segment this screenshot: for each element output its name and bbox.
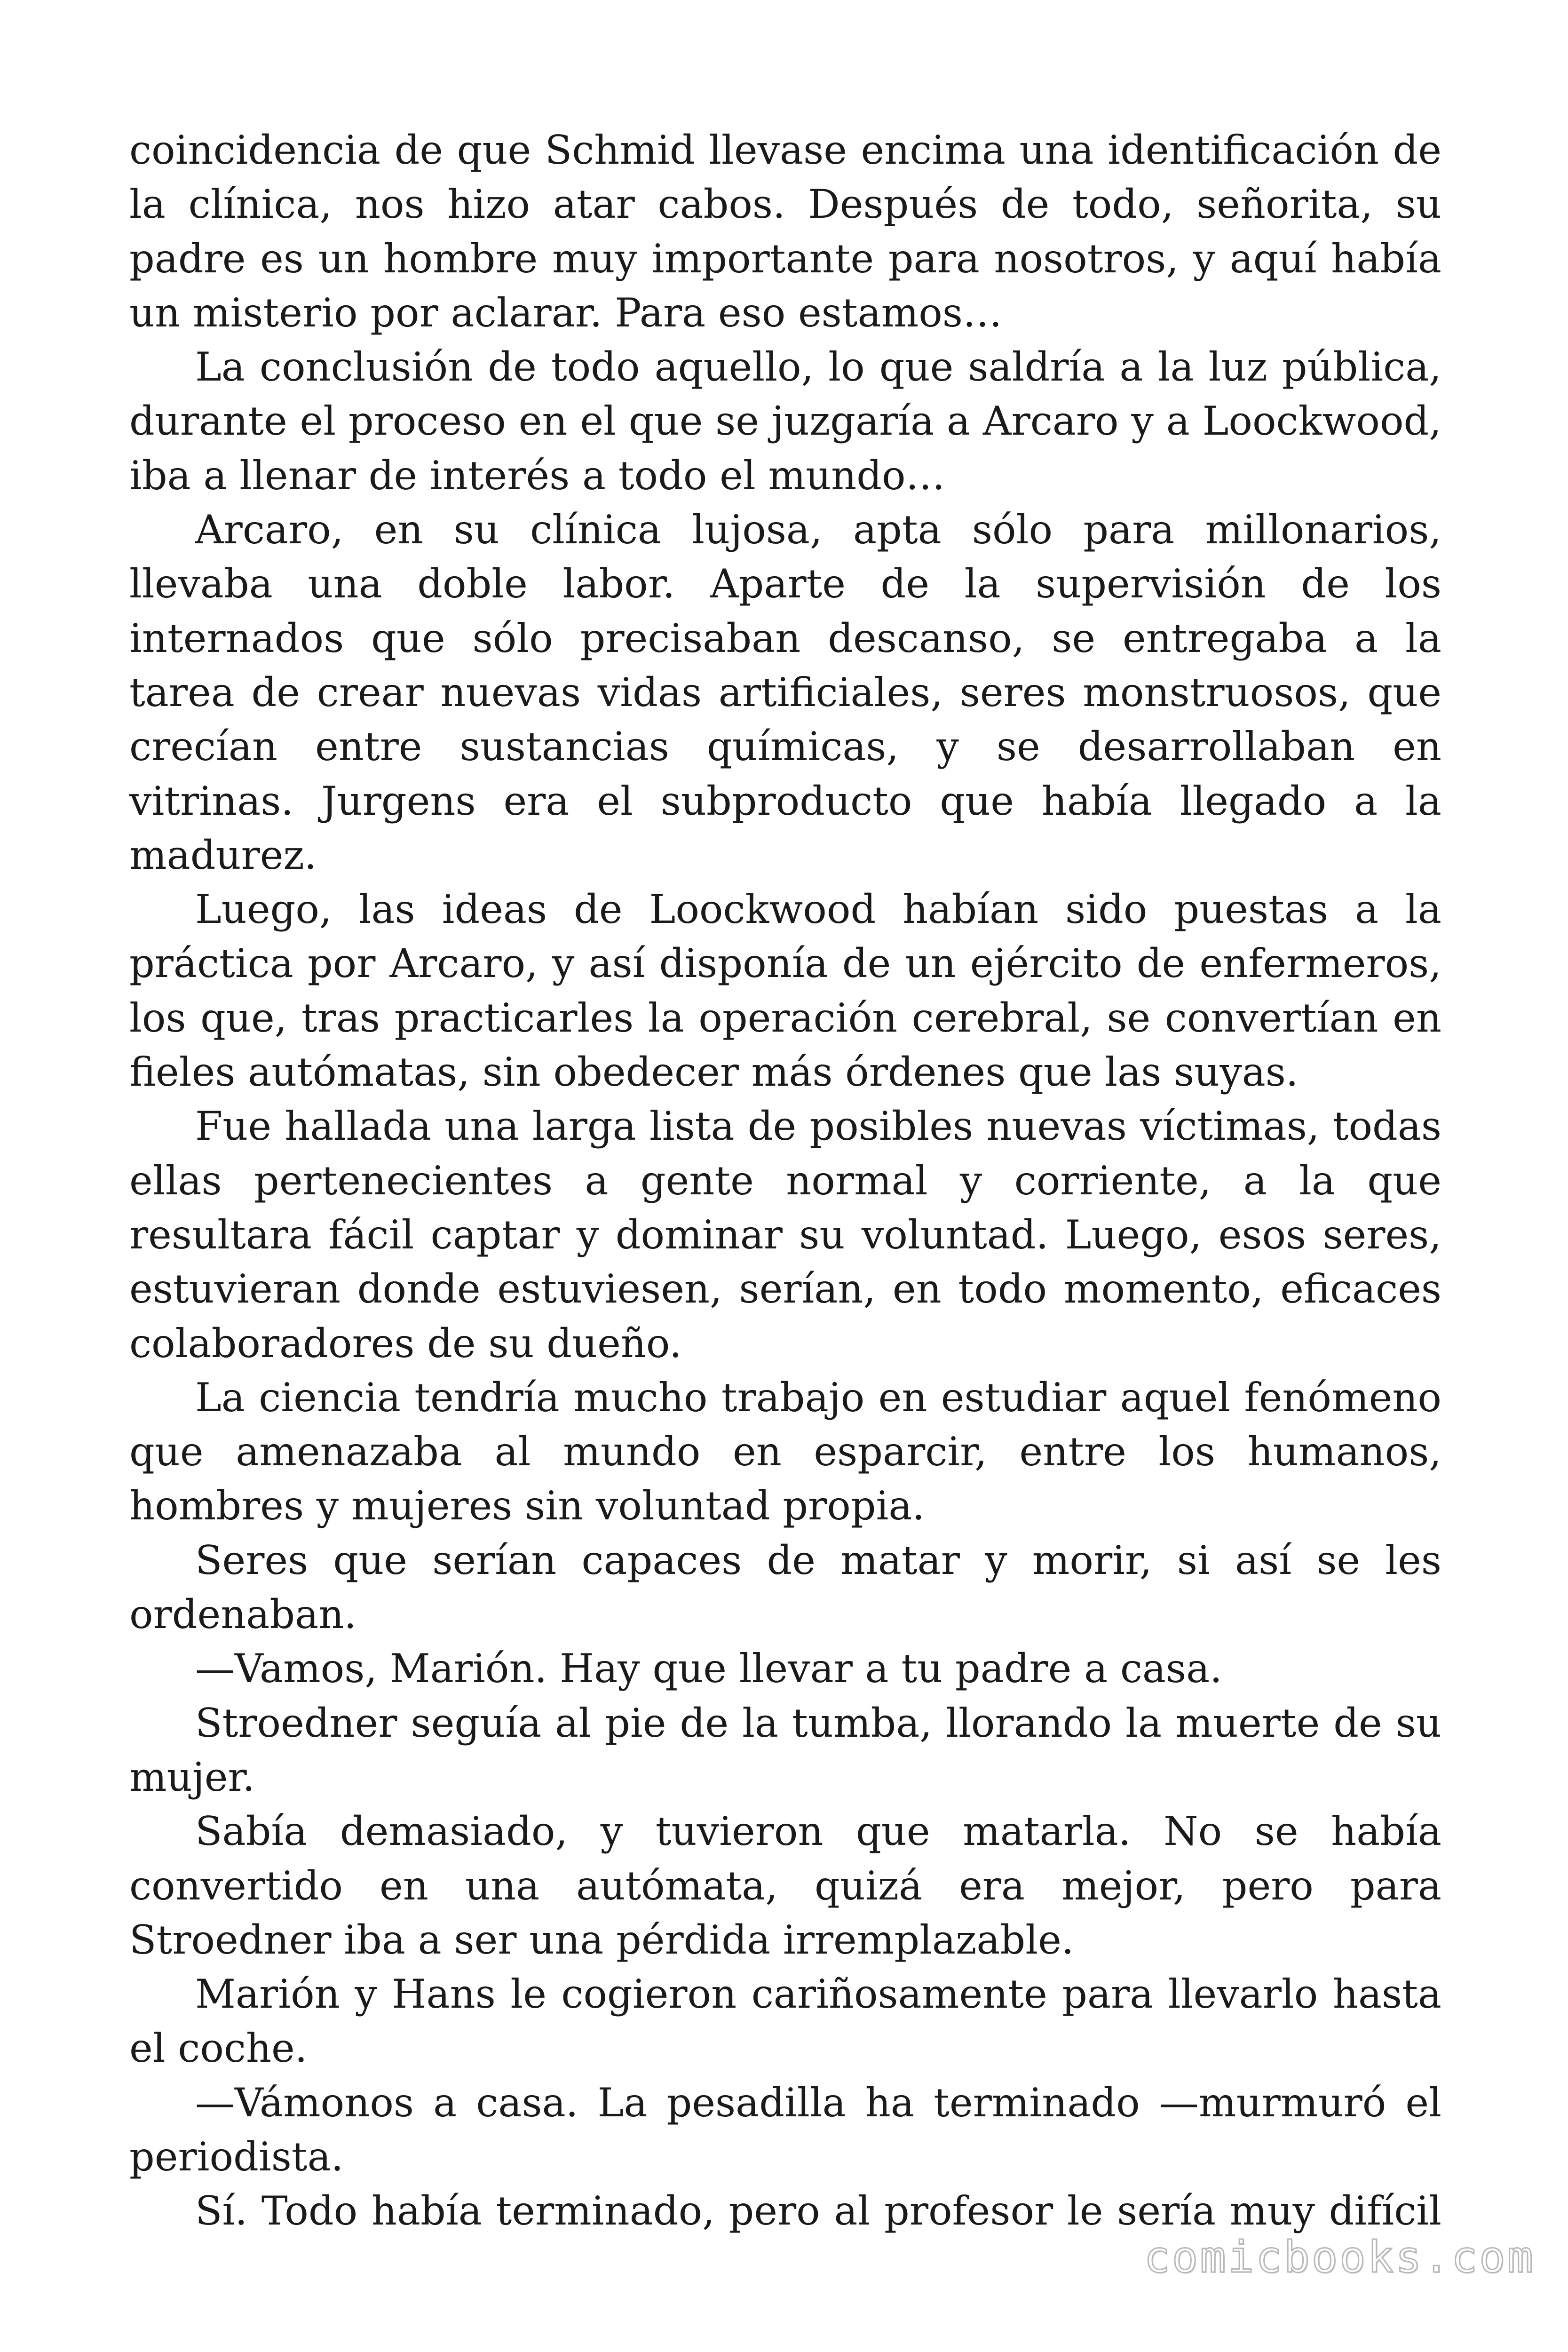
body-text [129,123,1441,2239]
paragraph: Sabía demasiado, y tuvieron que matarla. No se había convertido en una autómata, quizá era mejor, pero para Stroedner iba a ser una pérdida irremplazable. [129,1808,1441,1963]
paragraph: Fue hallada una larga lista de posibles nuevas víctimas, todas ellas pertenecientes a gente normal y corriente, a la que resultara fácil captar y dominar su voluntad. Luego, esos seres, estuvieran donde estuviesen, serían, en todo momento, eficaces colaboradores de su dueño. [129,1103,1441,1367]
paragraph: La conclusión de todo aquello, lo que saldría a la luz pública, durante el proceso en el que se juzgaría a Arcaro y a Loockwood, iba a llenar de interés a todo el mundo… [129,344,1441,499]
paragraph: coincidencia de que Schmid llevase encima una identificación de la clínica, nos hizo atar cabos. Después de todo, señorita, su padre es un hombre muy importante para nosotros, y aquí había un misterio por aclarar. Para eso estamos… [129,127,1441,336]
paragraph: Seres que serían capaces de matar y morir, si así se les ordenaban. [129,1537,1441,1638]
paragraph: —Vamos, Marión. Hay que llevar a tu padre a casa. [195,1645,1222,1692]
watermark: comicbooks.com [1144,2232,1535,2282]
paragraph: —Vámonos a casa. La pesadilla ha terminado —murmuró el periodista. [129,2079,1441,2180]
paragraph: La ciencia tendría mucho trabajo en estudiar aquel fenómeno que amenazaba al mundo en esparcir, entre los humanos, hombres y mujeres sin voluntad propia. [129,1374,1441,1529]
paragraph: Stroedner seguía al pie de la tumba, llorando la muerte de su mujer. [129,1700,1441,1800]
paragraph: Arcaro, en su clínica lujosa, apta sólo para millonarios, llevaba una doble labor. Aparte de la supervisión de los internados que sólo precisaban descanso, se entregaba a la tarea de crear nuevas vidas artificiales, seres monstruosos, que crecían entre sustancias químicas, y se desarrollaban en vitrinas. Jurgens era el subproducto que había llegado a la madurez. [129,507,1441,878]
paragraph: Luego, las ideas de Loockwood habían sido puestas a la práctica por Arcaro, y así disponía de un ejército de enfermeros, los que, tras practicarles la operación cerebral, se convertían en fieles autómatas, sin obedecer más órdenes que las suyas. [129,886,1441,1096]
paragraph: Marión y Hans le cogieron cariñosamente para llevarlo hasta el coche. [129,1971,1441,2072]
last-paragraph: Sí. Todo había terminado, pero al profesor le sería muy difícil [195,2188,1441,2234]
